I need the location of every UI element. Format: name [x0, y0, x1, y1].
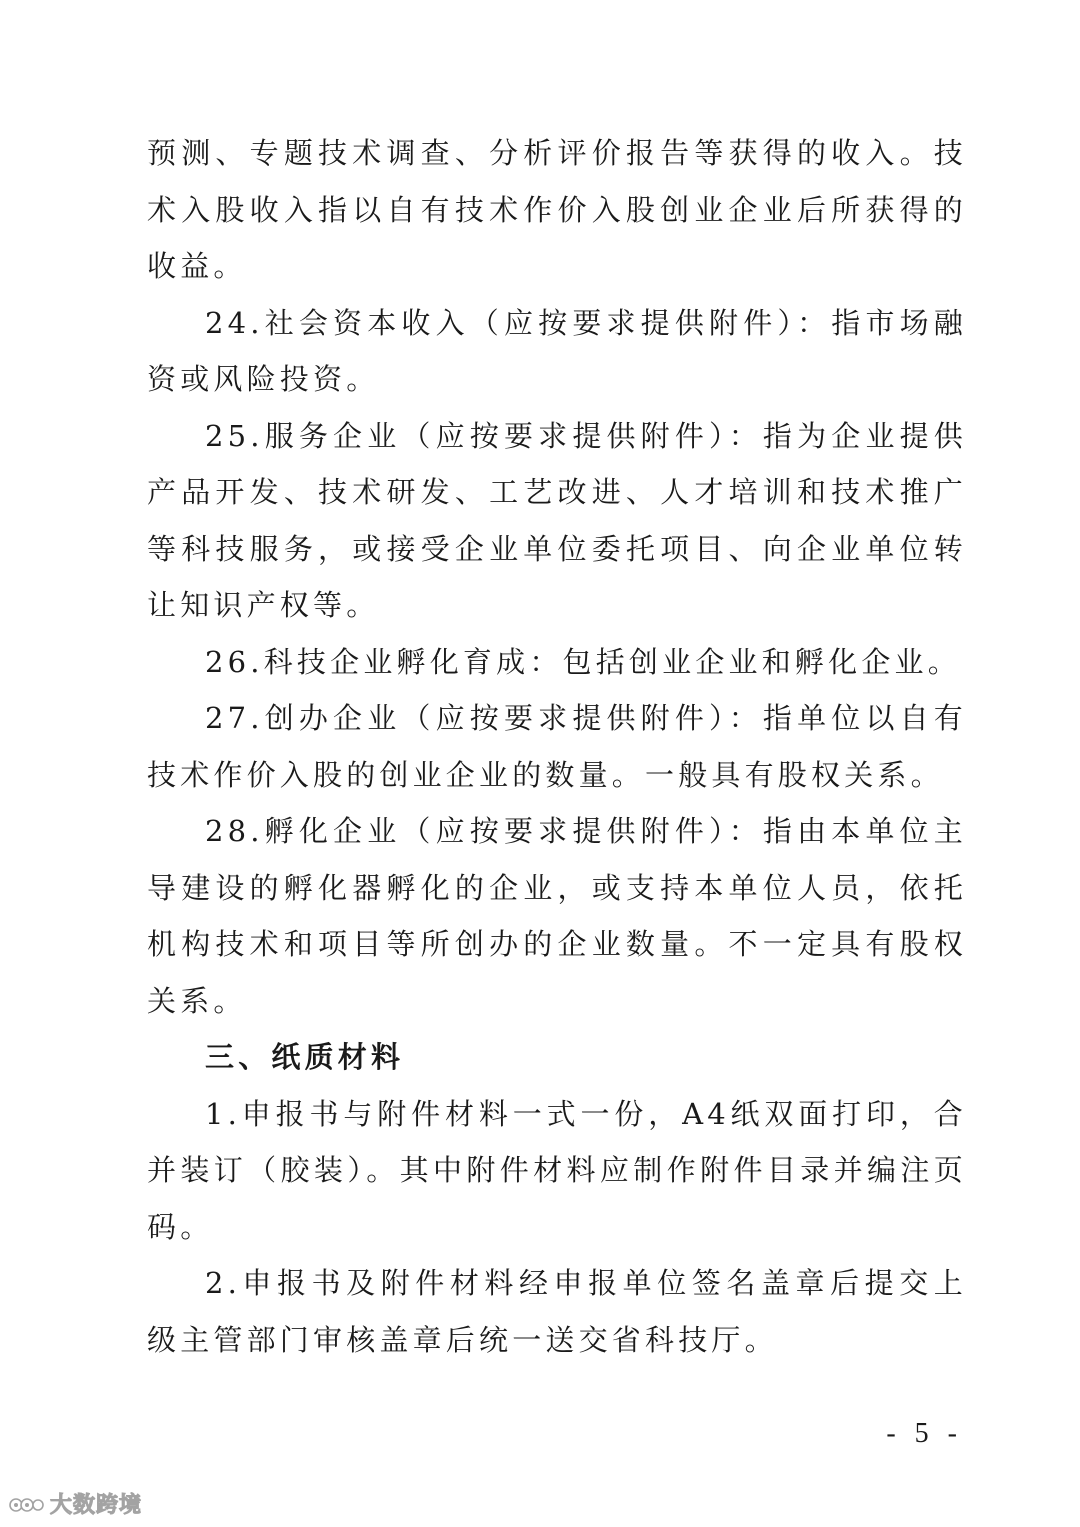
paragraph-paper-item-1: 1.申报书与附件材料一式一份，A4纸双面打印，合并装订（胶装）。其中附件材料应制作附件目录并编注页码。	[147, 1096, 967, 1244]
paragraph-paper-item-2: 2.申报书及附件材料经申报单位签名盖章后提交上级主管部门审核盖章后统一送交省科技厅。	[147, 1266, 967, 1357]
paragraph-item-25: 25.服务企业（应按要求提供附件）：指为企业提供产品开发、技术研发、工艺改进、人才培训和技术推广等科技服务，或接受企业单位委托项目、向企业单位转让知识产权等。	[147, 418, 967, 622]
document-body	[147, 125, 967, 1368]
paragraph-item-26: 26.科技企业孵化育成：包括创业企业和孵化企业。	[205, 644, 961, 679]
page-number: - 5 -	[886, 1418, 963, 1449]
paragraph-income-definition: 预测、专题技术调查、分析评价报告等获得的收入。技术入股收入指以自有技术作价入股创业企业后所获得的收益。	[147, 136, 967, 283]
paragraph-item-28: 28.孵化企业（应按要求提供附件）：指由本单位主导建设的孵化器孵化的企业，或支持本单位人员，依托机构技术和项目等所创办的企业数量。不一定具有股权关系。	[147, 814, 967, 1018]
paragraph-item-27: 27.创办企业（应按要求提供附件）：指单位以自有技术作价入股的创业企业的数量。一般具有股权关系。	[147, 701, 967, 792]
watermark-text: 大数跨境	[50, 1493, 143, 1518]
paragraph-item-24: 24.社会资本收入（应按要求提供附件）：指市场融资或风险投资。	[147, 305, 967, 396]
section-heading-paper-materials: 三、纸质材料	[205, 1040, 405, 1074]
watermark	[8, 1488, 142, 1519]
brand-logo-icon	[8, 1492, 44, 1516]
